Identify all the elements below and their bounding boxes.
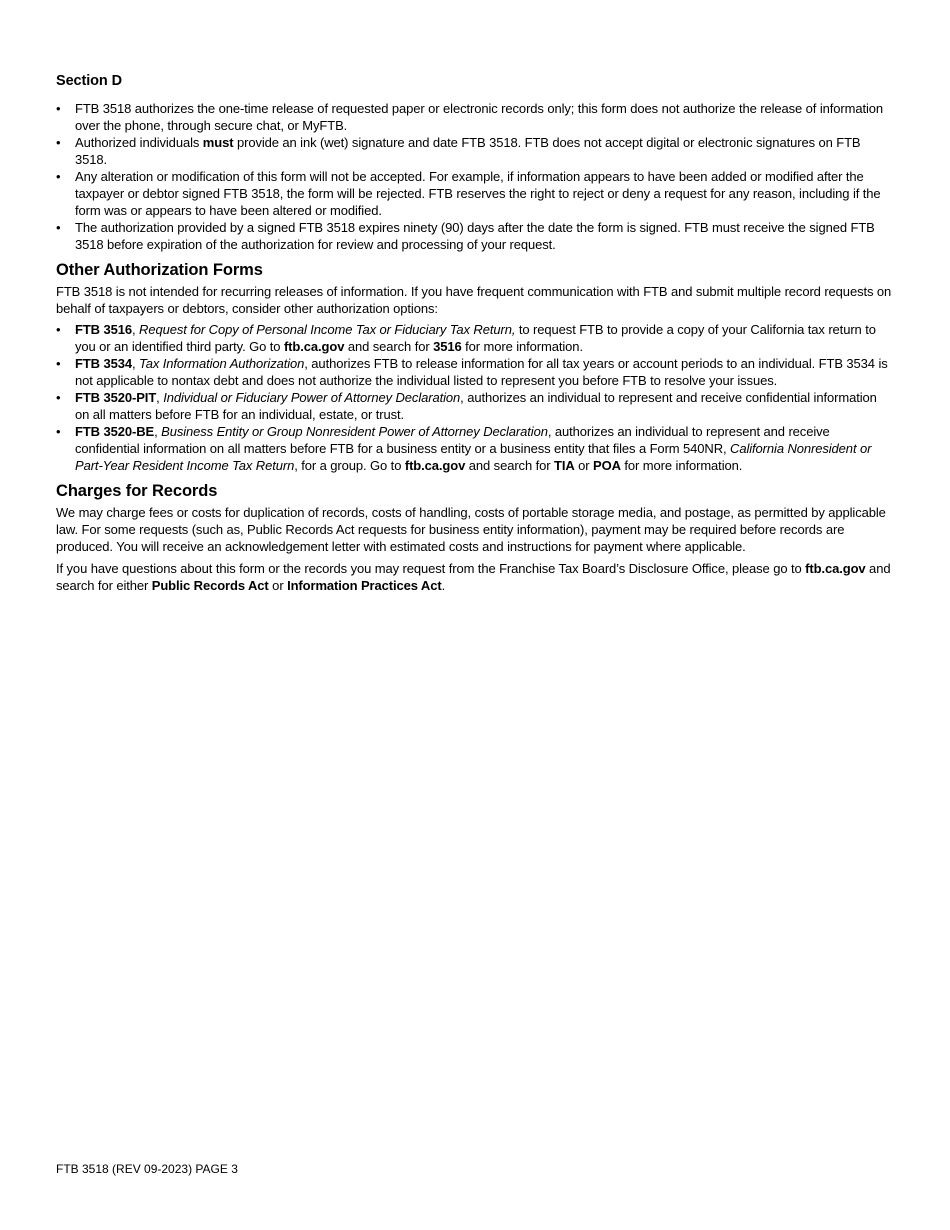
form-number: FTB 3534 <box>75 356 133 371</box>
form-number: FTB 3516 <box>75 322 133 337</box>
other-forms-list <box>56 321 894 474</box>
search-keyword: 3516 <box>433 339 462 354</box>
section-d-title: Section D <box>56 73 122 89</box>
list-item: • FTB 3534, Tax Information Authorization, authorizes FTB to release information for all tax years or account periods to an individual. FTB 3534 is not applicable to nontax debt and does not authorize the individual listed to represent you before FTB to resolve your issues. <box>56 355 894 389</box>
list-item: • FTB 3520-BE, Business Entity or Group Nonresident Power of Attorney Declaration, authorizes an individual to represent and receive confidential information on all matters before FTB for a business entity or a business entity that files a Form 540NR, California Nonresident or Part-Year Resident Income Tax Return, for a group. Go to ftb.ca.gov and search for TIA or POA for more information. <box>56 423 894 474</box>
charges-heading: Charges for Records <box>56 482 218 500</box>
search-keyword: Public Records Act <box>151 578 269 593</box>
list-item: • Authorized individuals must provide an ink (wet) signature and date FTB 3518. FTB does not accept digital or electronic signatures on FTB 3518. <box>56 134 894 168</box>
form-title: Tax Information Authorization <box>139 356 305 371</box>
search-keyword: POA <box>593 458 621 473</box>
website-reference: ftb.ca.gov <box>283 339 345 354</box>
form-title: California Nonresident or Part-Year Resident Income Tax Return <box>75 441 872 473</box>
document-page <box>56 72 894 594</box>
section-d-list <box>56 100 894 253</box>
form-title: Individual or Fiduciary Power of Attorney Declaration <box>163 390 461 405</box>
charges-paragraph: We may charge fees or costs for duplication of records, costs of handling, costs of portable storage media, and postage, as permitted by applicable law. For some requests (such as, Public Records Act requests for business entity information), payment may be required before records are produced. You will receive an acknowledgement letter with estimated costs and instructions for payment where applicable. <box>56 505 886 554</box>
form-title: Business Entity or Group Nonresident Power of Attorney Declaration <box>161 424 548 439</box>
other-forms-heading: Other Authorization Forms <box>56 261 263 279</box>
list-item: • FTB 3520-PIT, Individual or Fiduciary Power of Attorney Declaration, authorizes an individual to represent and receive confidential information on all matters before FTB for an individual, estate, or trust. <box>56 389 894 423</box>
form-title: Request for Copy of Personal Income Tax or Fiduciary Tax Return, <box>139 322 516 337</box>
page-footer: FTB 3518 (REV 09-2023) PAGE 3 <box>56 1162 238 1176</box>
contact-paragraph: If you have questions about this form or the records you may request from the Franchise Tax Board’s Disclosure Office, please go to ftb.ca.gov and search for either Public Records Act or Information Practices Act. <box>56 561 891 593</box>
other-forms-intro: FTB 3518 is not intended for recurring releases of information. If you have frequent communication with FTB and submit multiple record requests on behalf of taxpayers or debtors, consider other authorization options: <box>56 284 892 316</box>
website-reference: ftb.ca.gov <box>404 458 466 473</box>
website-reference: ftb.ca.gov <box>805 561 866 576</box>
form-number: FTB 3520-PIT <box>75 390 157 405</box>
list-item: • The authorization provided by a signed FTB 3518 expires ninety (90) days after the date the form is signed. FTB must receive the signed FTB 3518 before expiration of the authorization for review and processing of your request. <box>56 219 894 253</box>
list-item: • Any alteration or modification of this form will not be accepted. For example, if information appears to have been added or modified after the taxpayer or debtor signed FTB 3518, the form will be rejected. FTB reserves the right to reject or deny a request for any reason, including if the form was or appears to have been altered or modified. <box>56 168 894 219</box>
list-item: • FTB 3518 authorizes the one-time release of requested paper or electronic records only; this form does not authorize the release of information over the phone, through secure chat, or MyFTB. <box>56 100 894 134</box>
list-item: • FTB 3516, Request for Copy of Personal Income Tax or Fiduciary Tax Return, to request FTB to provide a copy of your California tax return to you or an identified third party. Go to ftb.ca.gov and search for 3516 for more information. <box>56 321 894 355</box>
emphasis-must: must <box>202 135 234 150</box>
form-number: FTB 3520-BE <box>75 424 155 439</box>
search-keyword: Information Practices Act <box>287 578 442 593</box>
search-keyword: TIA <box>553 458 575 473</box>
